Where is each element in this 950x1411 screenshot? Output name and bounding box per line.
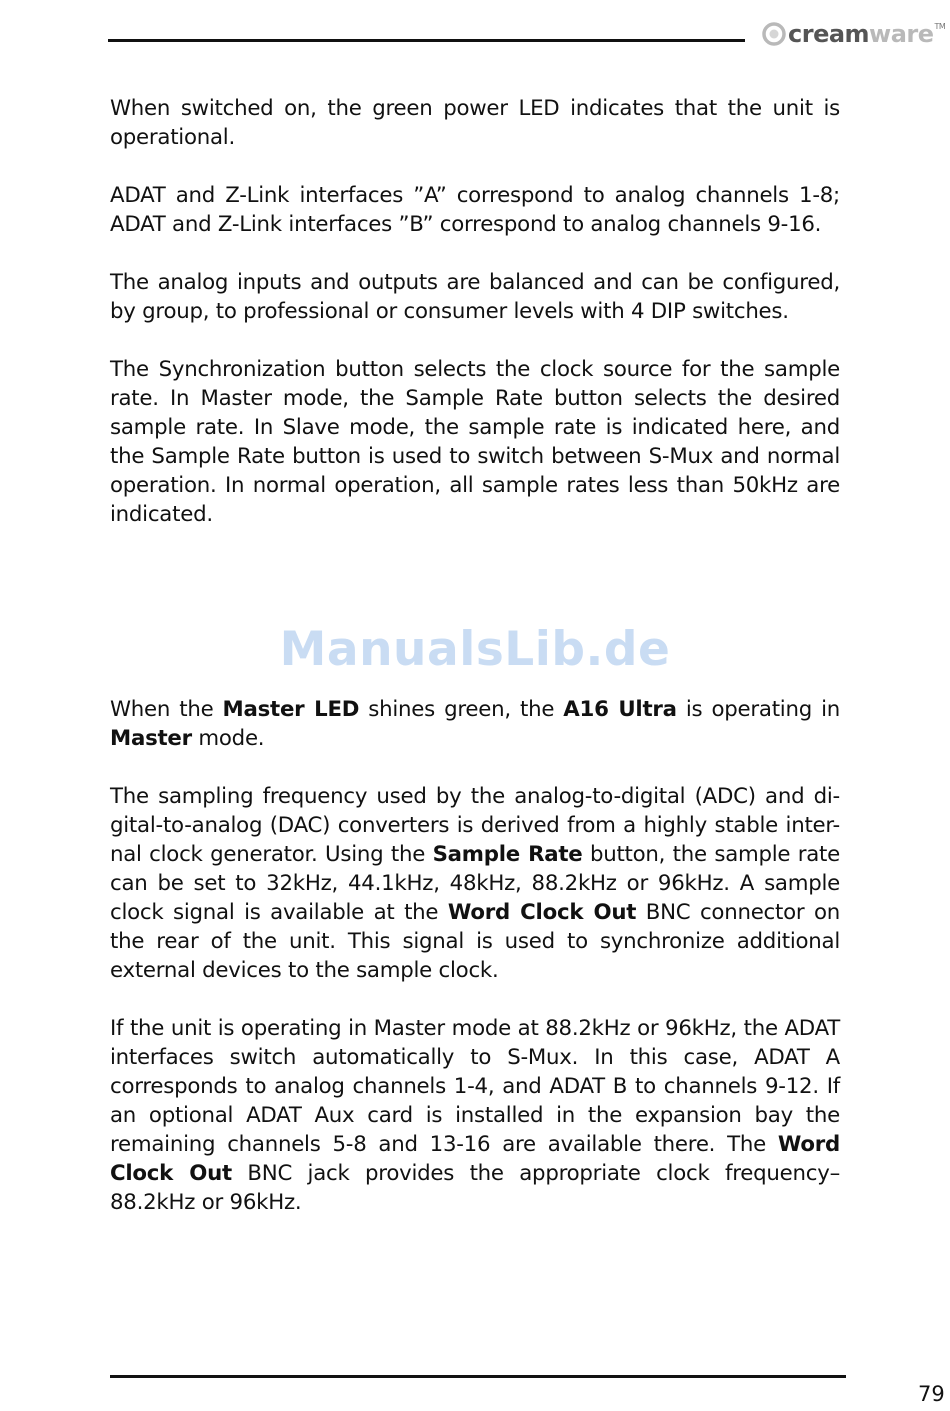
text-run: BNC jack provides the appropriate clock frequency–88.2kHz or 96kHz. bbox=[110, 1161, 840, 1215]
text-run: The sampling frequency used by the analog-to-digital (ADC) and di-gital-to-analog (DAC) converters is derived from a highly stable inter-nal clock generator. Using the bbox=[110, 784, 840, 867]
master-section bbox=[110, 695, 840, 1217]
text-run: BNC connector on the rear of the unit. This signal is used to synchronize additional external devices to the sample clock. bbox=[110, 900, 840, 983]
bold-term: Master LED bbox=[222, 697, 360, 722]
watermark: ManualsLib.de bbox=[279, 622, 671, 677]
header-rule bbox=[108, 39, 745, 42]
logo-trademark: TM bbox=[934, 22, 946, 31]
bold-term: A16 Ultra bbox=[563, 697, 677, 722]
paragraph-adat-zlink: ADAT and Z-Link interfaces ”A” correspond to analog channels 1-8; ADAT and Z-Link interfaces ”B” correspond to analog channels 9-16. bbox=[110, 183, 840, 237]
bold-term: Word Clock Out bbox=[447, 900, 637, 925]
bold-term: Word Clock Out bbox=[110, 1132, 840, 1186]
text-run: If the unit is operating in Master mode at 88.2kHz or 96kHz, the ADAT interfaces switch automatically to S-Mux. In this case, ADAT A corresponds to analog channels 1-4, and ADAT B to channels 9-12. If an optional ADAT Aux card is installed in the expansion bay the remaining channels 5-8 and 13-16 are available there. The bbox=[110, 1016, 840, 1157]
logo-text-ware: ware bbox=[869, 20, 934, 48]
paragraph-synchronization: The Synchronization button selects the clock source for the sample rate. In Master mode, the Sample Rate button selects the desired sample rate. In Slave mode, the sample rate is indicated here, and the Sample Rate button is used to switch between S-Mux and normal operation. In normal operation, all sample rates less than 50kHz are indicated. bbox=[110, 357, 840, 527]
paragraph-analog-io: The analog inputs and outputs are balanced and can be configured, by group, to professional or consumer levels with 4 DIP switches. bbox=[110, 270, 840, 324]
text-run: shines green, the bbox=[359, 697, 564, 722]
footer-rule bbox=[110, 1375, 846, 1378]
intro-section bbox=[110, 94, 840, 529]
logo-text-cream: cream bbox=[788, 20, 870, 48]
creamware-logo bbox=[762, 18, 945, 50]
bold-term: Sample Rate bbox=[432, 842, 583, 867]
paragraph-smux bbox=[110, 1014, 840, 1217]
text-run: When the bbox=[110, 697, 223, 722]
paragraph-master-led bbox=[110, 695, 840, 753]
paragraph-power-led: When switched on, the green power LED indicates that the unit is operational. bbox=[110, 96, 840, 150]
bold-term: Master bbox=[110, 726, 192, 751]
text-run: is operating in bbox=[676, 697, 840, 722]
page-number: 79 bbox=[918, 1382, 945, 1406]
creamware-logo-mark-icon bbox=[762, 22, 786, 46]
paragraph-sampling-frequency bbox=[110, 782, 840, 985]
text-run: button, the sample rate can be set to 32kHz, 44.1kHz, 48kHz, 88.2kHz or 96kHz. A sample clock signal is available at the bbox=[110, 842, 841, 925]
text-run: mode. bbox=[191, 726, 265, 751]
